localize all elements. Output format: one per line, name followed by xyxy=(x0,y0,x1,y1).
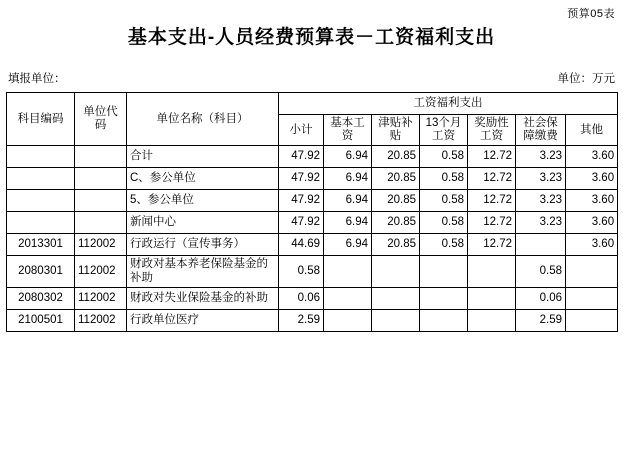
cell-subject-code: 2100501 xyxy=(7,309,75,331)
cell-allowance xyxy=(372,256,420,287)
cell-social-security: 0.58 xyxy=(516,256,566,287)
cell-incentive-salary xyxy=(468,309,516,331)
table-row xyxy=(7,212,618,234)
header-unit-name: 单位名称（科目） xyxy=(127,93,279,146)
cell-incentive-salary: 12.72 xyxy=(468,234,516,256)
form-code-label: 预算05表 xyxy=(567,8,615,20)
cell-basic-salary xyxy=(324,256,372,287)
cell-unit-name: 5、参公单位 xyxy=(127,190,279,212)
header-group-salary-benefits: 工资福利支出 xyxy=(279,93,618,115)
cell-unit-code xyxy=(75,212,127,234)
cell-subject-code xyxy=(7,168,75,190)
table-row xyxy=(7,287,618,309)
cell-basic-salary: 6.94 xyxy=(324,234,372,256)
cell-unit-name: 财政对基本养老保险基金的补助 xyxy=(127,256,279,287)
cell-unit-code xyxy=(75,146,127,168)
cell-incentive-salary: 12.72 xyxy=(468,212,516,234)
cell-social-security: 3.23 xyxy=(516,190,566,212)
cell-13th-month xyxy=(420,287,468,309)
cell-incentive-salary: 12.72 xyxy=(468,146,516,168)
cell-13th-month: 0.58 xyxy=(420,168,468,190)
meta-row xyxy=(0,70,623,86)
table-row xyxy=(7,190,618,212)
cell-13th-month: 0.58 xyxy=(420,234,468,256)
table-header-row-1 xyxy=(7,93,618,115)
header-col-subtotal: 小计 xyxy=(279,115,324,146)
cell-subject-code: 2080302 xyxy=(7,287,75,309)
cell-subject-code xyxy=(7,146,75,168)
cell-unit-code: 112002 xyxy=(75,309,127,331)
cell-subject-code: 2013301 xyxy=(7,234,75,256)
header-subject-code: 科目编码 xyxy=(7,93,75,146)
cell-allowance: 20.85 xyxy=(372,212,420,234)
cell-unit-name: 财政对失业保险基金的补助 xyxy=(127,287,279,309)
cell-basic-salary xyxy=(324,287,372,309)
cell-subject-code: 2080301 xyxy=(7,256,75,287)
table-row xyxy=(7,234,618,256)
cell-incentive-salary xyxy=(468,256,516,287)
cell-other: 3.60 xyxy=(566,190,618,212)
header-col-basic-salary: 基本工资 xyxy=(324,115,372,146)
cell-basic-salary xyxy=(324,309,372,331)
header-col-allowance: 津贴补贴 xyxy=(372,115,420,146)
table-row xyxy=(7,256,618,287)
cell-unit-name: 行政单位医疗 xyxy=(127,309,279,331)
cell-subtotal: 47.92 xyxy=(279,190,324,212)
cell-social-security: 3.23 xyxy=(516,168,566,190)
cell-subject-code xyxy=(7,190,75,212)
cell-allowance: 20.85 xyxy=(372,190,420,212)
page-title: 基本支出-人员经费预算表－工资福利支出 xyxy=(127,27,496,48)
cell-unit-code: 112002 xyxy=(75,234,127,256)
cell-subject-code xyxy=(7,212,75,234)
header-unit-code: 单位代码 xyxy=(75,93,127,146)
budget-table xyxy=(6,92,618,332)
cell-allowance xyxy=(372,287,420,309)
cell-other: 3.60 xyxy=(566,168,618,190)
cell-other xyxy=(566,309,618,331)
cell-basic-salary: 6.94 xyxy=(324,190,372,212)
cell-unit-code: 112002 xyxy=(75,256,127,287)
cell-unit-code xyxy=(75,168,127,190)
cell-subtotal: 44.69 xyxy=(279,234,324,256)
cell-incentive-salary: 12.72 xyxy=(468,190,516,212)
cell-allowance: 20.85 xyxy=(372,168,420,190)
cell-subtotal: 47.92 xyxy=(279,146,324,168)
cell-other xyxy=(566,287,618,309)
header-col-other: 其他 xyxy=(566,115,618,146)
cell-unit-name: 行政运行（宣传事务） xyxy=(127,234,279,256)
cell-social-security xyxy=(516,234,566,256)
table-row xyxy=(7,309,618,331)
cell-other xyxy=(566,256,618,287)
header-col-incentive-salary: 奖励性工资 xyxy=(468,115,516,146)
cell-social-security: 3.23 xyxy=(516,212,566,234)
cell-basic-salary: 6.94 xyxy=(324,168,372,190)
cell-subtotal: 0.58 xyxy=(279,256,324,287)
amount-unit-label: 单位：万元 xyxy=(557,73,615,85)
table-row xyxy=(7,168,618,190)
cell-subtotal: 2.59 xyxy=(279,309,324,331)
cell-social-security: 3.23 xyxy=(516,146,566,168)
cell-incentive-salary xyxy=(468,287,516,309)
cell-unit-name: 新闻中心 xyxy=(127,212,279,234)
cell-allowance xyxy=(372,309,420,331)
cell-13th-month: 0.58 xyxy=(420,212,468,234)
cell-unit-name: C、参公单位 xyxy=(127,168,279,190)
cell-allowance: 20.85 xyxy=(372,146,420,168)
cell-allowance: 20.85 xyxy=(372,234,420,256)
cell-subtotal: 47.92 xyxy=(279,168,324,190)
header-col-social-security: 社会保障缴费 xyxy=(516,115,566,146)
cell-13th-month: 0.58 xyxy=(420,146,468,168)
cell-other: 3.60 xyxy=(566,212,618,234)
cell-subtotal: 0.06 xyxy=(279,287,324,309)
cell-unit-code xyxy=(75,190,127,212)
cell-subtotal: 47.92 xyxy=(279,212,324,234)
cell-13th-month: 0.58 xyxy=(420,190,468,212)
cell-social-security: 2.59 xyxy=(516,309,566,331)
cell-unit-name: 合计 xyxy=(127,146,279,168)
cell-basic-salary: 6.94 xyxy=(324,146,372,168)
cell-other: 3.60 xyxy=(566,234,618,256)
table-body xyxy=(7,146,618,331)
cell-incentive-salary: 12.72 xyxy=(468,168,516,190)
cell-other: 3.60 xyxy=(566,146,618,168)
header-col-13th-month: 13个月工资 xyxy=(420,115,468,146)
table-row xyxy=(7,146,618,168)
cell-unit-code: 112002 xyxy=(75,287,127,309)
cell-basic-salary: 6.94 xyxy=(324,212,372,234)
cell-13th-month xyxy=(420,309,468,331)
cell-social-security: 0.06 xyxy=(516,287,566,309)
cell-13th-month xyxy=(420,256,468,287)
filler-unit-label: 填报单位： xyxy=(8,73,66,85)
